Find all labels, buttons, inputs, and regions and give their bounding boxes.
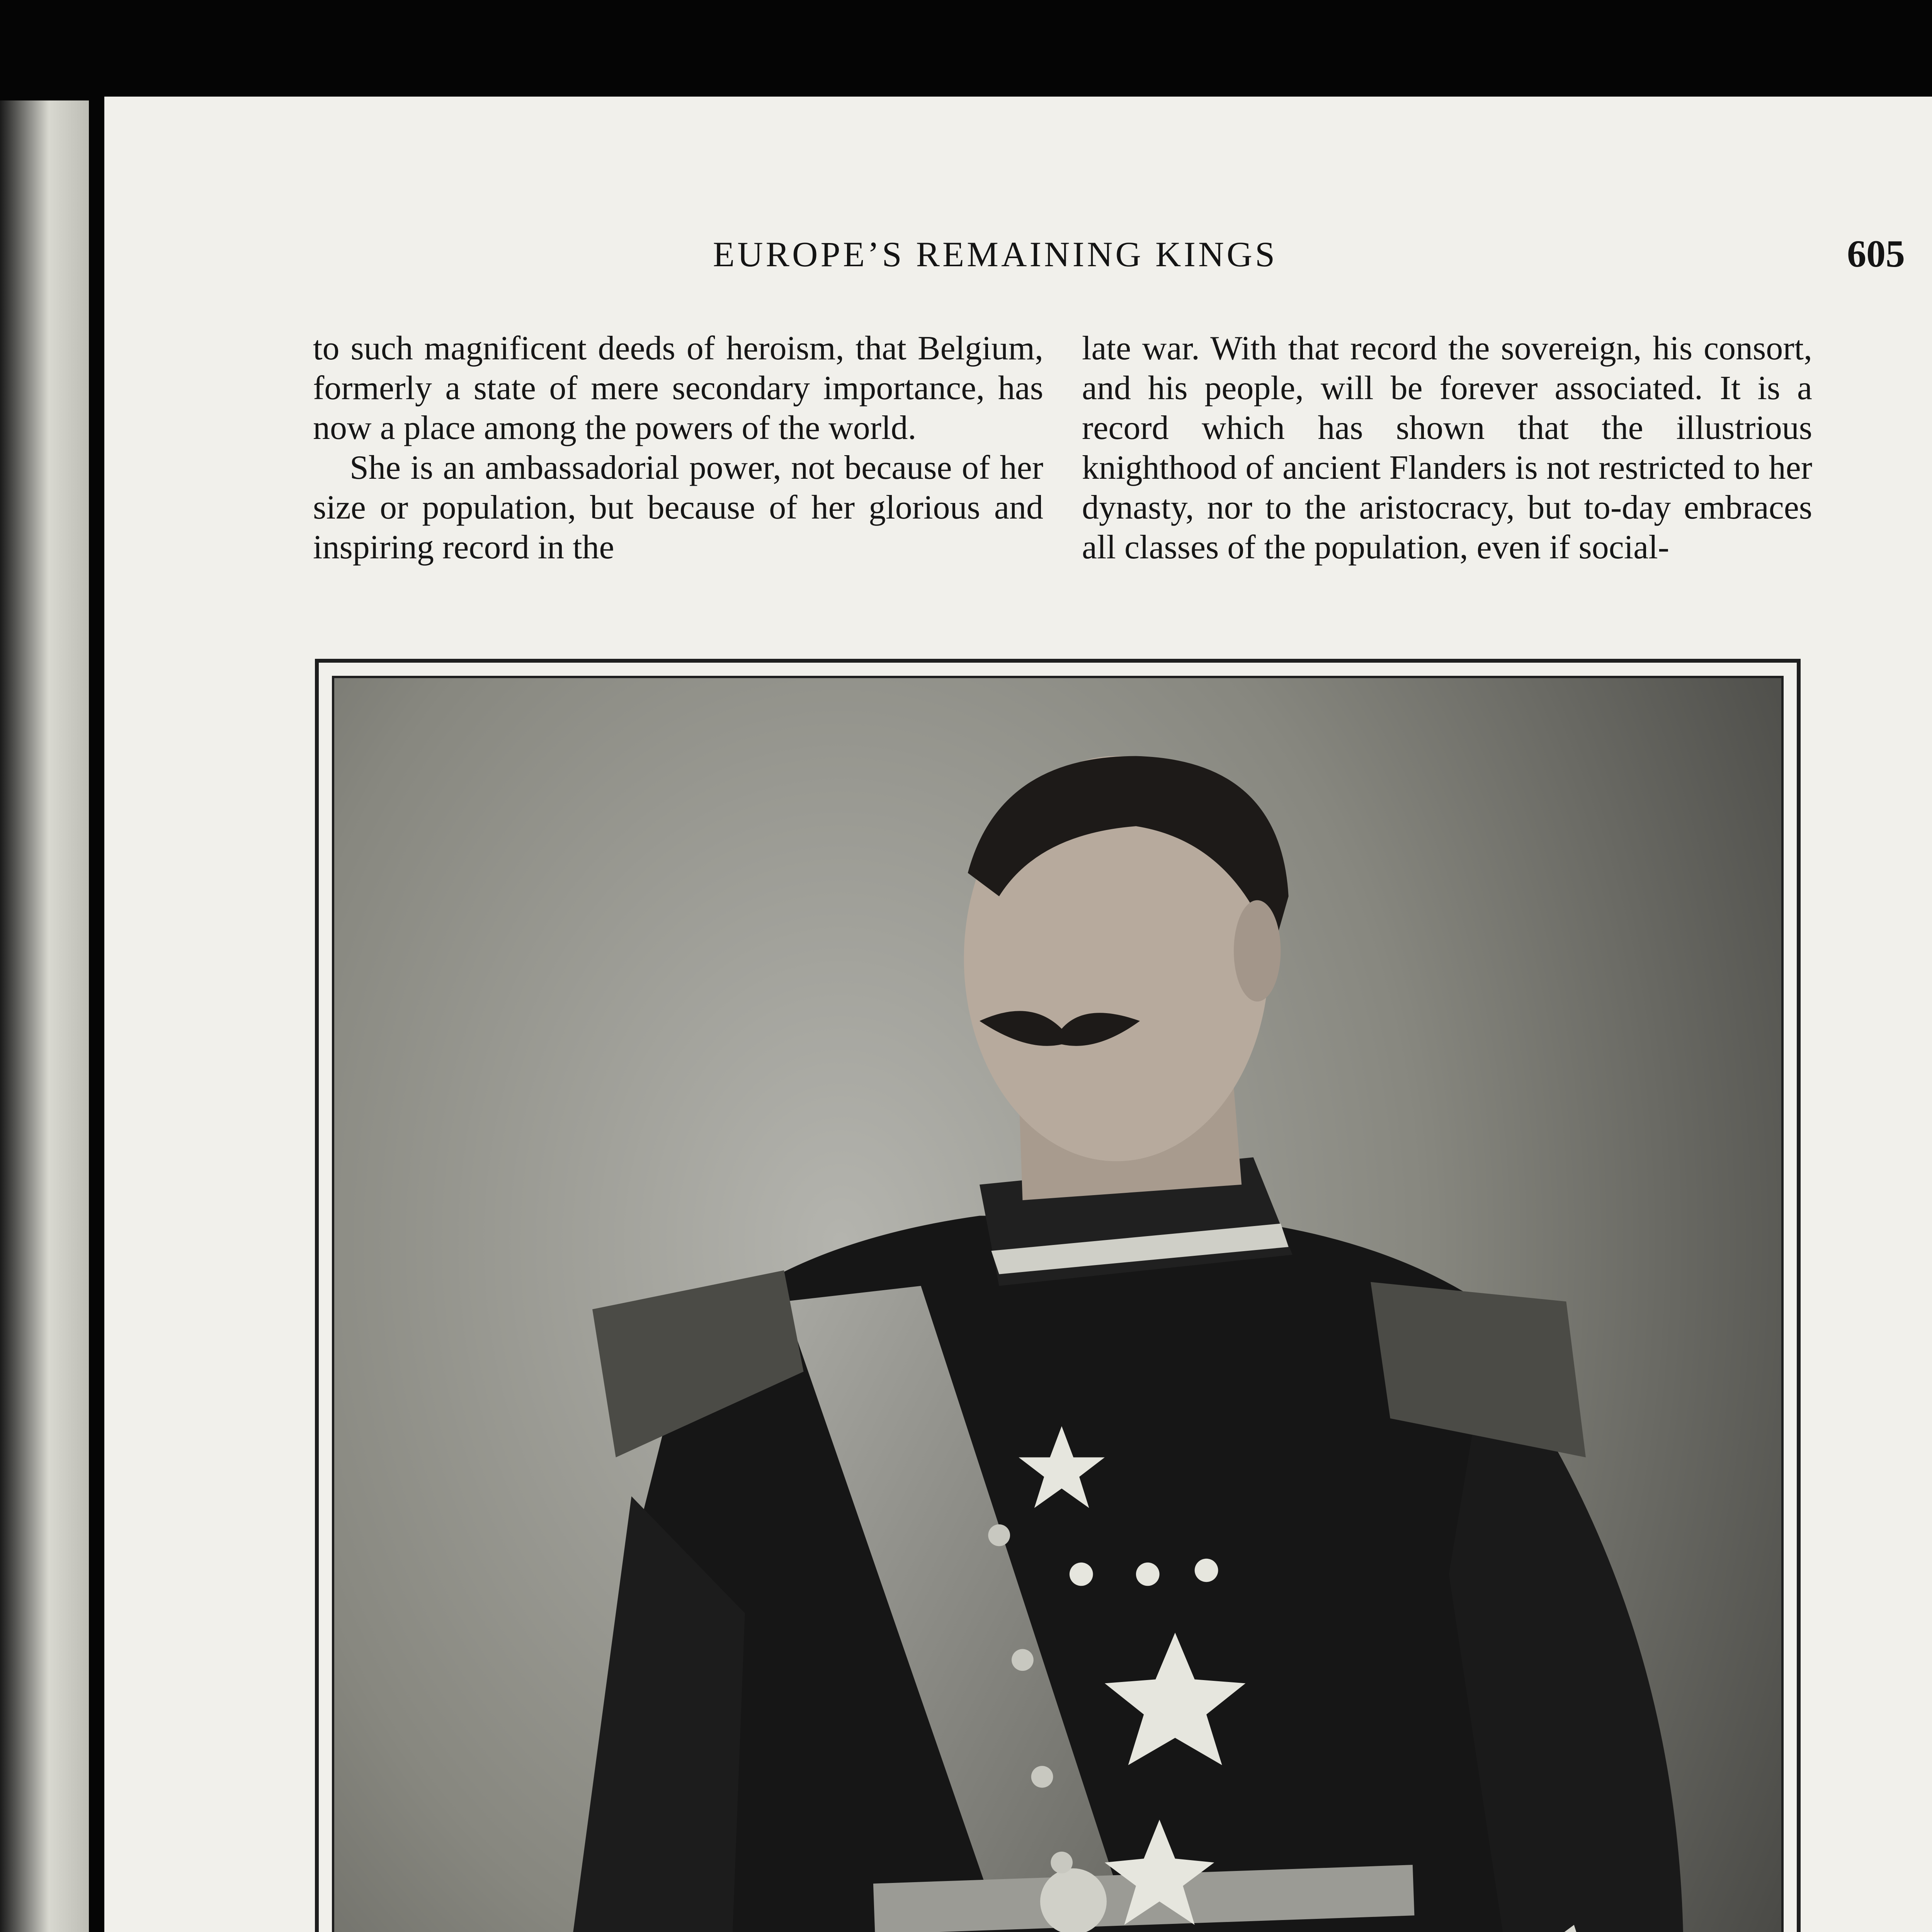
paragraph: to such magnificent deeds of heroism, that Belgium, formerly a state of mere secondary importance, has now a place among the powers of the world. bbox=[313, 330, 1043, 447]
paragraph: She is an ambassadorial power, not because of her size or population, but because of her glorious and inspiring record in the bbox=[313, 449, 1043, 566]
page-number: 605 bbox=[1847, 232, 1905, 275]
running-head-title: EUROPE’S REMAINING KINGS bbox=[713, 235, 1278, 274]
portrait-frame bbox=[315, 659, 1801, 1932]
paragraph: late war. With that record the sovereign, his consort, and his people, will be forever associated. It is a record which has shown that the illustrious knighthood of ancient Flanders is not restricted to her dynasty, nor to the aristocracy, but to-day embraces all classes of the population, even if social- bbox=[1082, 330, 1812, 566]
text-column-left bbox=[313, 328, 1043, 567]
text-column-right bbox=[1082, 328, 1812, 567]
running-head bbox=[104, 234, 1932, 280]
book-binding-edge bbox=[0, 100, 89, 1932]
magazine-page bbox=[104, 97, 1932, 1932]
portrait-illustration bbox=[334, 678, 1781, 1932]
portrait-photograph bbox=[332, 676, 1784, 1932]
